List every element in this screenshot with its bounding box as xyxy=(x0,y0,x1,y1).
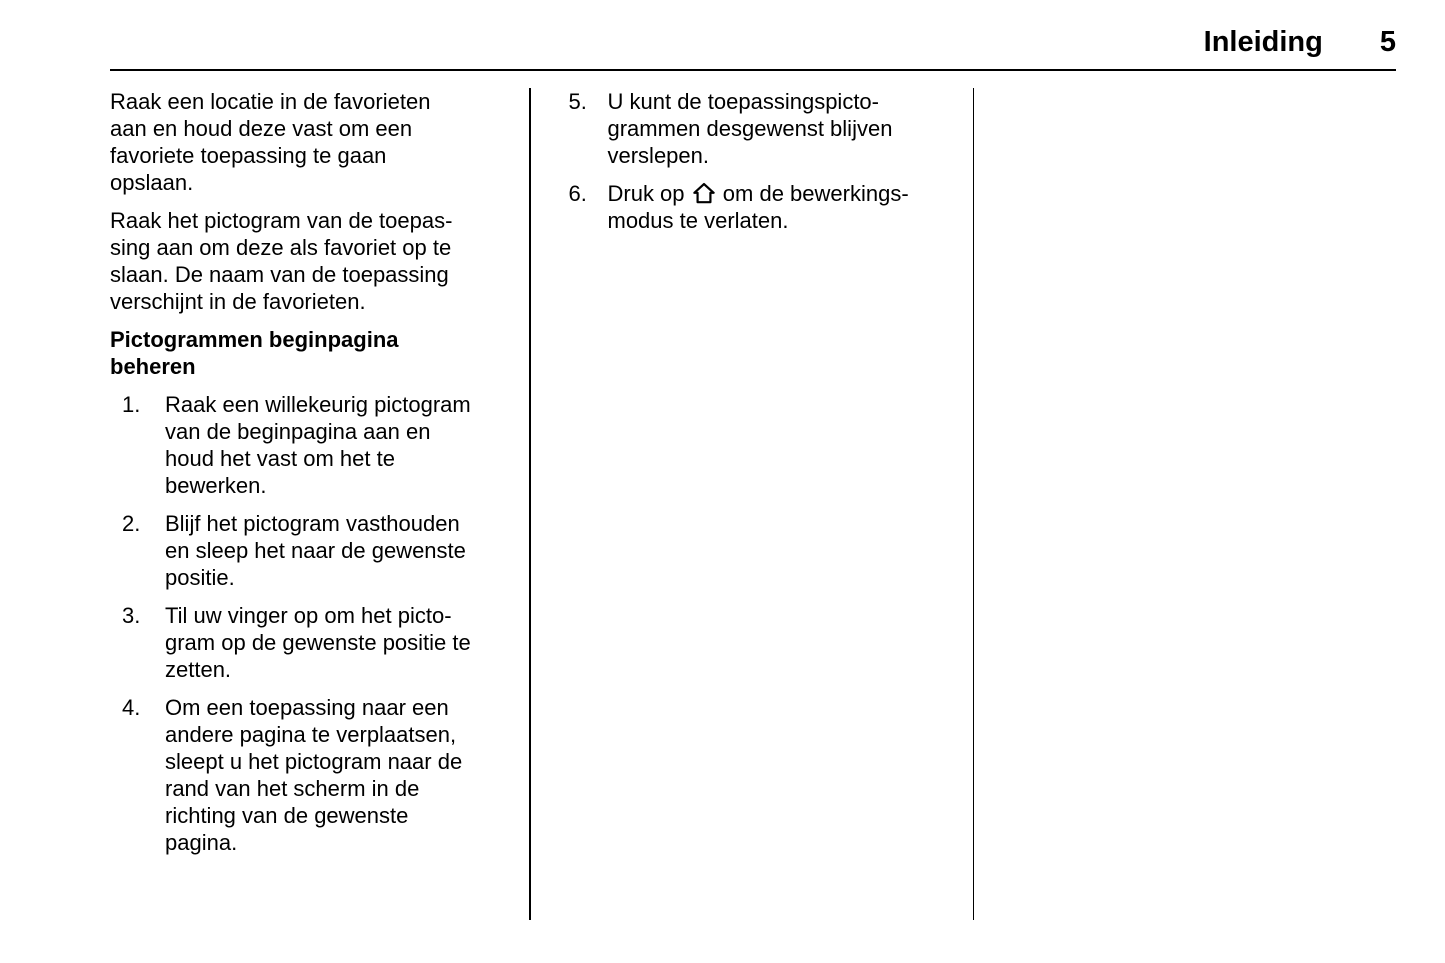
list-text: Til uw vinger op om het pictogram op de gewenste positie te zetten. xyxy=(165,603,471,682)
list-item-3 xyxy=(110,602,529,683)
page-title: Inleiding xyxy=(1203,26,1323,58)
column-right-empty xyxy=(974,88,1396,920)
list-text: Om een toepassing naar een andere pagina te verplaatsen, sleept u het pictogram naar de rand van het scherm in de richting van de gewenste pagina. xyxy=(165,695,463,855)
list-text: Raak een willekeurig pictogram van de beginpagina aan en houd het vast om het te bewerken. xyxy=(165,392,471,498)
list-number: 4. xyxy=(122,695,141,720)
page-number: 5 xyxy=(1379,26,1396,58)
list-text: Blijf het pictogram vasthouden en sleep het naar de gewenste positie. xyxy=(165,511,466,590)
text-before-icon: Druk op xyxy=(607,181,685,206)
column-middle xyxy=(531,88,973,920)
numbered-list-left xyxy=(110,391,529,856)
list-number: 6. xyxy=(568,181,587,206)
page-columns xyxy=(110,88,1396,920)
section-heading: Pictogrammen beginpagina beheren xyxy=(110,327,399,379)
list-number: 2. xyxy=(122,511,141,536)
column-left xyxy=(110,88,529,920)
list-item-6 xyxy=(569,180,973,234)
page-header xyxy=(110,24,1396,60)
numbered-list-middle xyxy=(569,88,973,234)
text-after-icon: om de bewerkingsmodus te verlaten. xyxy=(607,181,909,233)
home-icon xyxy=(693,182,715,204)
list-item-4 xyxy=(110,694,529,856)
header-rule xyxy=(110,69,1396,71)
list-text xyxy=(608,180,920,234)
list-text: U kunt de toepassingspictogrammen desgewenst blijven verslepen. xyxy=(607,89,893,168)
list-number: 1. xyxy=(122,392,141,417)
paragraph-favorites-save: Raak het pictogram van de toepassing aan om deze als favoriet op te slaan. De naam van de toepassing verschijnt in de favorieten. xyxy=(110,208,453,314)
list-item-1 xyxy=(110,391,529,499)
list-item-2 xyxy=(110,510,529,591)
paragraph-favorites-location: Raak een locatie in de favorieten aan en houd deze vast om een favoriete toepassing te gaan opslaan. xyxy=(110,89,431,195)
list-number: 3. xyxy=(122,603,141,628)
list-number: 5. xyxy=(568,89,587,114)
list-item-5 xyxy=(569,88,973,169)
